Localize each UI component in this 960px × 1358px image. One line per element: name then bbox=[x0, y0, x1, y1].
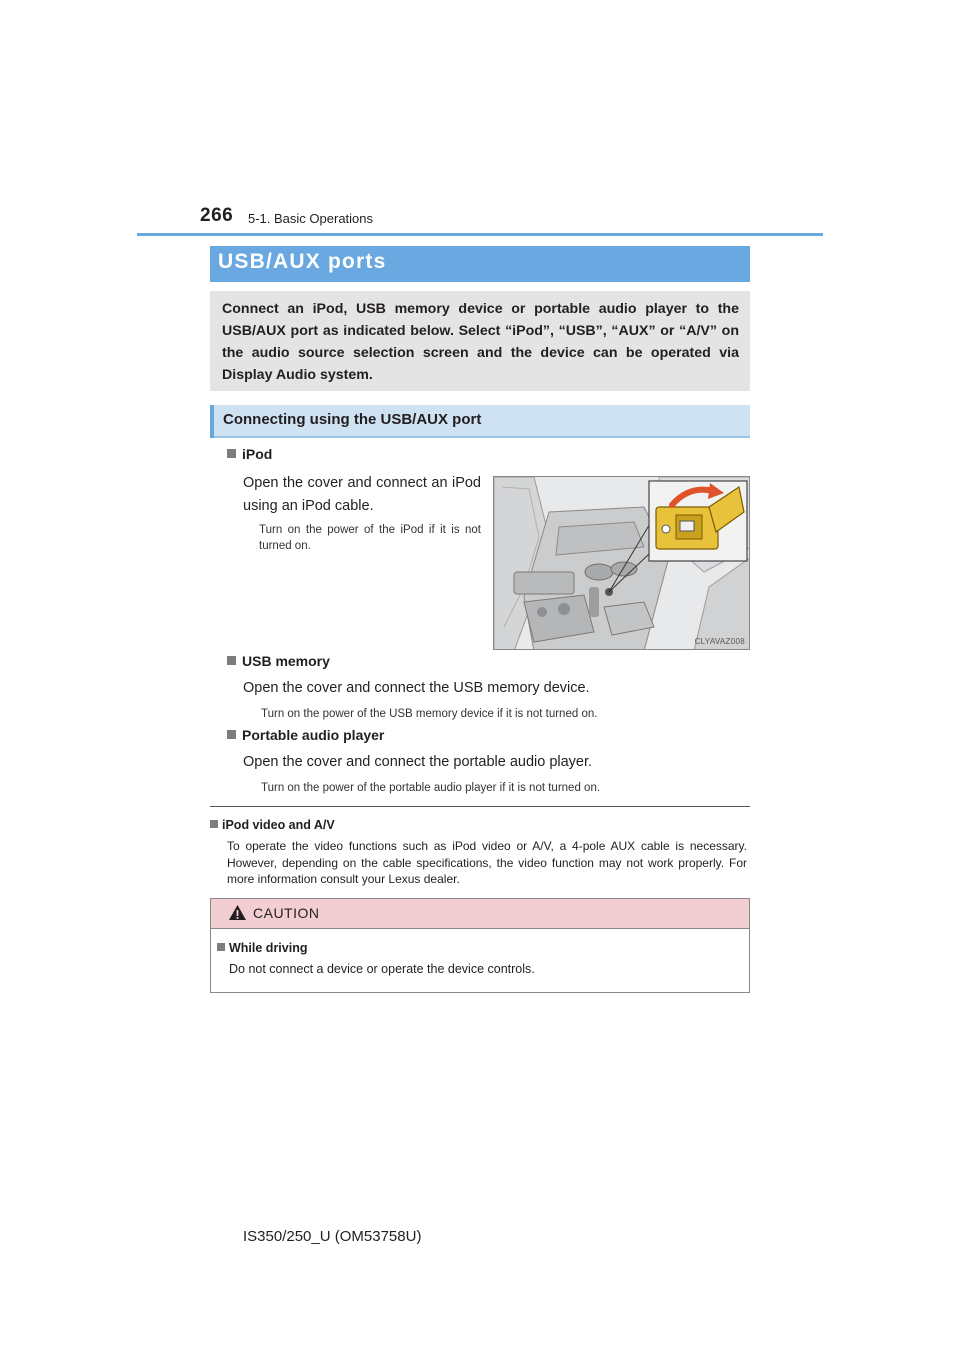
square-bullet-icon bbox=[210, 820, 218, 828]
section-title-bar bbox=[210, 246, 750, 282]
warning-triangle-icon bbox=[228, 904, 247, 921]
footer-model-code: IS350/250_U (OM53758U) bbox=[243, 1228, 422, 1245]
square-bullet-icon bbox=[217, 943, 225, 951]
console-drawing bbox=[494, 477, 750, 650]
separator-rule bbox=[210, 806, 750, 807]
subheading-accent bbox=[210, 405, 214, 438]
caution-label: CAUTION bbox=[253, 905, 320, 921]
figure-code: CLYAVAZ008 bbox=[694, 637, 745, 646]
intro-box bbox=[210, 291, 750, 391]
page-number: 266 bbox=[200, 205, 234, 226]
section-label: 5-1. Basic Operations bbox=[248, 211, 374, 226]
caution-title: While driving bbox=[217, 941, 307, 955]
console-usb-port-illustration bbox=[493, 476, 750, 650]
caution-header bbox=[211, 899, 749, 929]
item-usb-title: USB memory bbox=[227, 653, 330, 669]
caution-body: Do not connect a device or operate the device controls. bbox=[229, 962, 535, 976]
subheading-text: Connecting using the USB/AUX port bbox=[223, 411, 482, 428]
item-usb-body: Open the cover and connect the USB memory device. bbox=[243, 680, 590, 696]
square-bullet-icon bbox=[227, 656, 236, 665]
item-ipod-title: iPod bbox=[227, 446, 272, 462]
info-body: To operate the video functions such as iPod video or A/V, a 4-pole AUX cable is necessary. However, depending on the cable specifications, the video function may not work properly. For more information consult your Lexus dealer. bbox=[227, 839, 747, 886]
intro-text: Connect an iPod, USB memory device or portable audio player to the USB/AUX port as indicated below. Select “iPod”, “USB”, “AUX” or “A/V” on the audio source selection screen and the device can be operated via Display Audio system. bbox=[222, 301, 739, 383]
item-ipod-body: Open the cover and connect an iPod using an iPod cable. bbox=[243, 475, 481, 514]
header-rule bbox=[137, 233, 823, 236]
caution-box bbox=[210, 898, 750, 993]
info-title: iPod video and A/V bbox=[210, 818, 335, 832]
item-portable-note: Turn on the power of the portable audio player if it is not turned on. bbox=[261, 782, 601, 794]
item-usb-note: Turn on the power of the USB memory device if it is not turned on. bbox=[261, 708, 598, 720]
section-title: USB/AUX ports bbox=[218, 250, 387, 273]
subheading-bar bbox=[210, 405, 750, 438]
item-portable-title: Portable audio player bbox=[227, 727, 384, 743]
square-bullet-icon bbox=[227, 449, 236, 458]
item-ipod-note: Turn on the power of the iPod if it is not turned on. bbox=[259, 524, 481, 552]
item-portable-body: Open the cover and connect the portable audio player. bbox=[243, 754, 593, 770]
square-bullet-icon bbox=[227, 730, 236, 739]
